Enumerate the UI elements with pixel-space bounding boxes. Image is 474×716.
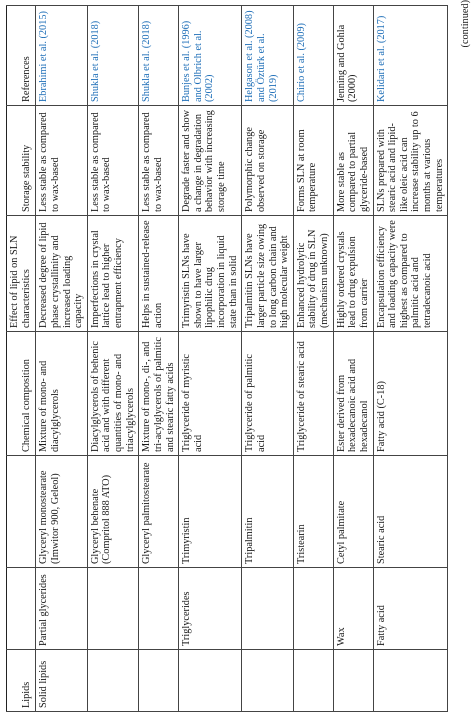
cell-effect: Trimyristin SLNs have shown to have larger lipophilic drug incorporation in liquid state than in solid — [179, 216, 242, 332]
cell-effect: Tripalmitin SLNs have larger particle size owing to long carbon chain and high molecular weight — [242, 216, 294, 332]
cell-category — [139, 568, 179, 650]
cell-name: Trimyristin — [179, 456, 242, 568]
table-header-row — [7, 6, 36, 712]
cell-composition: Triglyceride of palmitic acid — [242, 332, 294, 456]
cell-name: Tristearin — [293, 456, 333, 568]
cell-composition: Diacylglycerols of behenic acid and with different quantities of mono- and triacylglycerols — [87, 332, 139, 456]
table-row — [242, 6, 294, 712]
cell-effect: Encapsulation efficiency and loading capacity were highest as compared to palmitic acid and tetradecanoic acid — [373, 216, 448, 332]
cell-stability: Degrade faster and show a change in degradation behavior with increasing storage time — [179, 106, 242, 216]
cell-lipid — [242, 650, 294, 712]
cell-effect: Highly ordered crystals lead to drug expulsion from carrier — [333, 216, 373, 332]
header-effect-on-sln: Effect of lipid on SLN characteristics — [7, 216, 36, 332]
cell-lipid — [293, 650, 333, 712]
cell-category — [293, 568, 333, 650]
cell-category: Wax — [333, 568, 373, 650]
cell-effect: Helps in sustained-release action — [139, 216, 179, 332]
cell-composition: Mixture of mono- and diacylglycerols — [36, 332, 88, 456]
cell-lipid — [179, 650, 242, 712]
cell-category: Triglycerides — [179, 568, 242, 650]
cell-stability: More stable as compared to partial glyceride-based — [333, 106, 373, 216]
cell-effect: Imperfections in crystal lattice lead to higher entrapment efficiency — [87, 216, 139, 332]
cell-category — [87, 568, 139, 650]
cell-reference-link[interactable]: Ebrahimi et al. (2015) — [36, 6, 88, 106]
cell-stability: Forms SLN at room temperature — [293, 106, 333, 216]
cell-lipid: Solid lipids — [36, 650, 88, 712]
cell-reference-link[interactable]: Chirio et al. (2009) — [293, 6, 333, 106]
table-row — [139, 6, 179, 712]
cell-category: Fatty acid — [373, 568, 448, 650]
header-chemical-composition: Chemical composition — [7, 332, 36, 456]
cell-stability: Less stable as compared to wax-based — [139, 106, 179, 216]
table-row — [373, 6, 448, 712]
table-row — [179, 6, 242, 712]
cell-composition: Mixture of mono-, di-, and tri-acylglycerols of palmitic and stearic fatty acids — [139, 332, 179, 456]
cell-composition: Triglyceride of myristic acid — [179, 332, 242, 456]
cell-lipid — [139, 650, 179, 712]
header-lipids: Lipids — [7, 650, 36, 712]
table-row — [36, 6, 88, 712]
cell-reference-link[interactable]: Kelidari et al. (2017) — [373, 6, 448, 106]
cell-lipid — [373, 650, 448, 712]
cell-composition: Ester derived from hexadecanoic acid and hexadecanol — [333, 332, 373, 456]
cell-reference-link[interactable]: Shukla et al. (2018) — [87, 6, 139, 106]
cell-name: Tripalmitin — [242, 456, 294, 568]
cell-effect: Enhanced hydrolytic stability of drug in SLN (mechanism unknown) — [293, 216, 333, 332]
cell-reference-link[interactable]: Bunjes et al. (1996) and Olbrich et al. (2002) — [179, 6, 242, 106]
table-row — [333, 6, 373, 712]
cell-name: Cetyl palmitate — [333, 456, 373, 568]
cell-composition: Fatty acid (C-18) — [373, 332, 448, 456]
header-storage-stability: Storage stability — [7, 106, 36, 216]
cell-lipid — [333, 650, 373, 712]
table-row — [87, 6, 139, 712]
lipids-table — [6, 5, 448, 712]
cell-stability: SLNs prepared with stearic acid and lipid-like oleic acid can increase stability up to 6 months at various temperatures — [373, 106, 448, 216]
cell-name: Glyceryl monostearate (Imwitor 900, Geleol) — [36, 456, 88, 568]
cell-name: Glyceryl palmitostearate — [139, 456, 179, 568]
cell-stability: Less stable as compared to wax-based — [87, 106, 139, 216]
cell-category: Partial glycerides — [36, 568, 88, 650]
cell-reference-link[interactable]: Shukla et al. (2018) — [139, 6, 179, 106]
header-name — [7, 456, 36, 568]
cell-name: Glyceryl behenate (Compritol 888 ATO) — [87, 456, 139, 568]
cell-stability: Polymorphic change observed on storage — [242, 106, 294, 216]
cell-category — [242, 568, 294, 650]
table-row — [293, 6, 333, 712]
cell-stability: Less stable as compared to wax-based — [36, 106, 88, 216]
cell-composition: Triglyceride of stearic acid — [293, 332, 333, 456]
cell-lipid — [87, 650, 139, 712]
cell-name: Stearic acid — [373, 456, 448, 568]
header-references: References — [7, 6, 36, 106]
cell-reference-link[interactable]: Helgason et al. (2008) and Öztürk et al. (2019) — [242, 6, 294, 106]
header-category — [7, 568, 36, 650]
continued-note: (continued) — [460, 0, 471, 48]
cell-reference: Jenning and Gohla (2000) — [333, 6, 373, 106]
cell-effect: Decreased degree of lipid phase crystallinity and increased loading capacity — [36, 216, 88, 332]
